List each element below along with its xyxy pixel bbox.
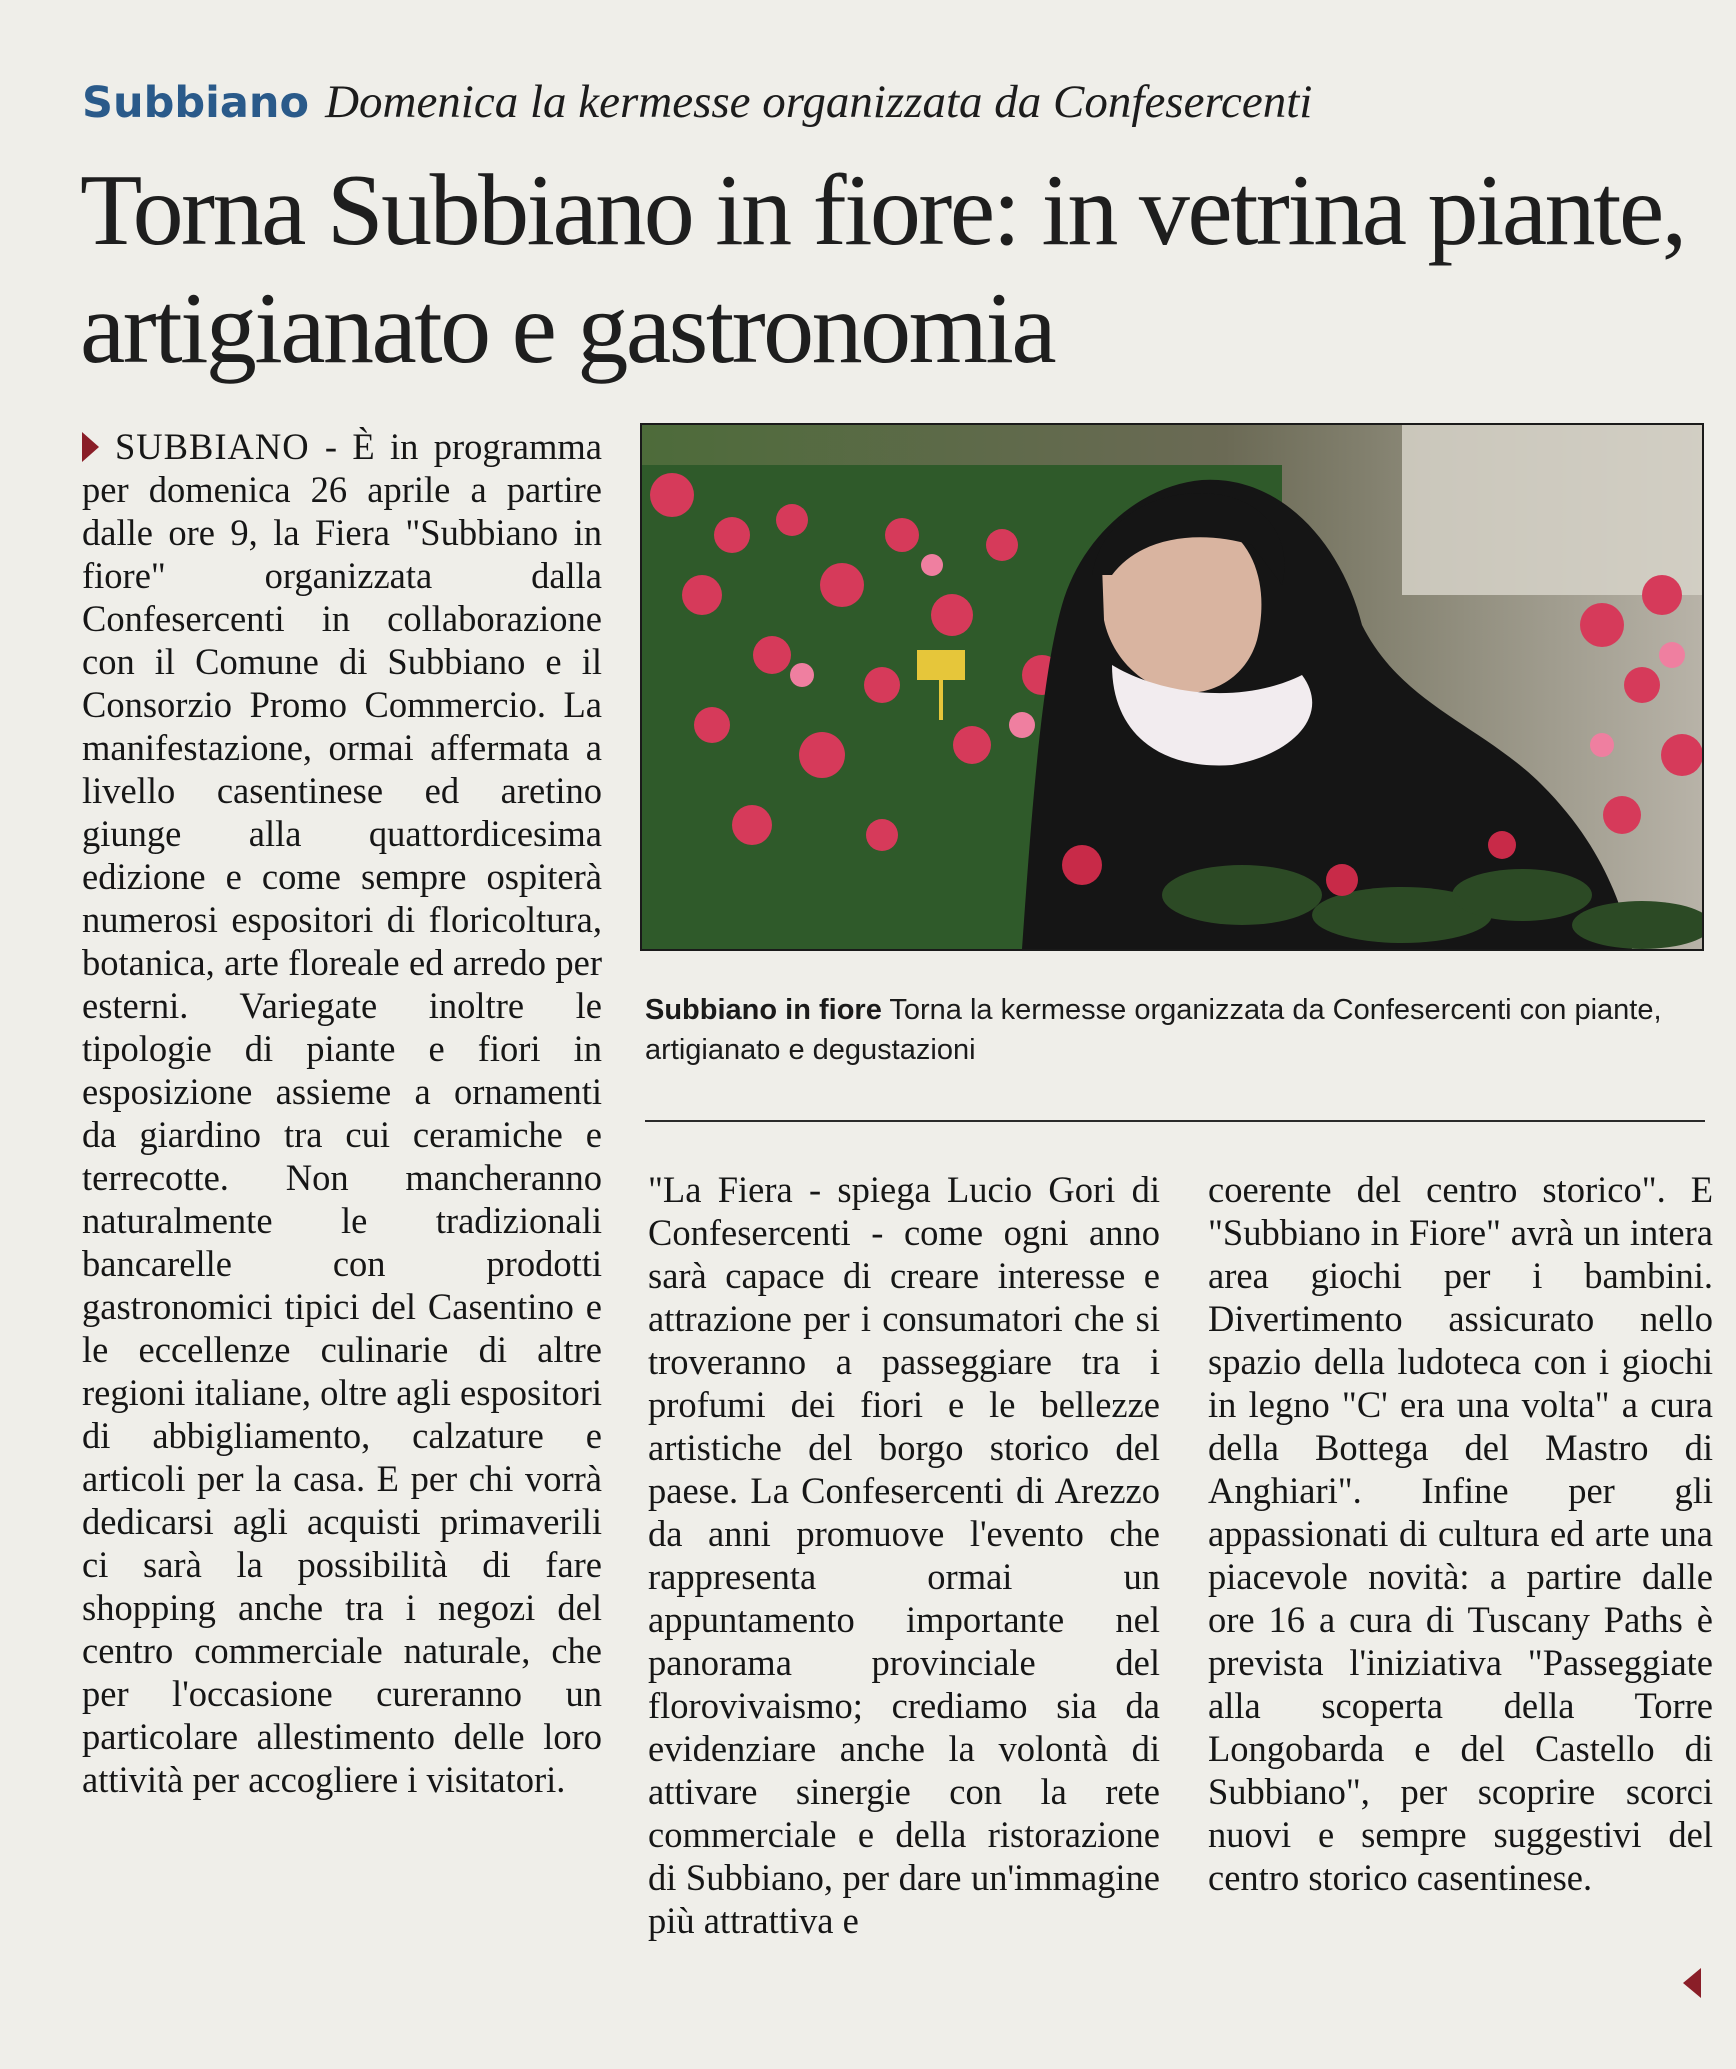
- article-column-3: [1208, 1168, 1713, 1899]
- article-column-1: [82, 425, 602, 1801]
- article-column-2: [648, 1168, 1160, 1942]
- closing-paragraph: coerente del centro storico". E "Subbiano in Fiore" avrà un intera area giochi per i bambini. Divertimento assicurato nello spazio della ludoteca con i giochi in legno "C' era una volta" a cura della Bottega del Mastro di Anghiari". Infine per gli appassionati di cultura ed arte una piacevole novità: a partire dalle ore 16 a cura di Tuscany Paths è prevista l'iniziativa "Passeggiate alla scoperta della Torre Longobarda e del Castello di Subbiano", per scoprire scorci nuovi e sempre suggestivi del centro storico casentinese.: [1208, 1169, 1713, 1898]
- caption-text: Torna la kermesse organizzata da Confesercenti con piante, artigianato e degustazioni: [645, 994, 1662, 1066]
- dateline: SUBBIANO: [115, 426, 310, 467]
- article-photo: [640, 423, 1704, 951]
- triangle-right-icon: [82, 432, 99, 462]
- headline: Torna Subbiano in fiore: in vetrina piante, artigianato e gastronomia: [80, 154, 1685, 385]
- lead-paragraph: [82, 425, 602, 1801]
- photo-woman-among-flowers: [642, 425, 1702, 949]
- triangle-left-icon: [1683, 1968, 1701, 1998]
- subheading: Domenica la kermesse organizzata da Confesercenti: [325, 76, 1313, 128]
- kicker: [82, 72, 1642, 133]
- column-divider: [645, 1120, 1705, 1122]
- location-tag: Subbiano: [82, 78, 310, 128]
- caption-title: Subbiano in fiore: [645, 994, 882, 1026]
- quote-paragraph: "La Fiera - spiega Lucio Gori di Confesercenti - come ogni anno sarà capace di creare interesse e attrazione per i consumatori che si troveranno a passeggiare tra i profumi dei fiori e le bellezze artistiche del borgo storico del paese. La Confesercenti di Arezzo da anni promuove l'evento che rappresenta ormai un appuntamento importante nel panorama provinciale del florovivaismo; crediamo sia da evidenziare anche la volontà di attivare sinergie con la rete commerciale e della ristorazione di Subbiano, per dare un'immagine più attrattiva e: [648, 1169, 1160, 1941]
- photo-caption: [645, 990, 1685, 1070]
- lead-text: - È in programma per domenica 26 aprile a partire dalle ore 9, la Fiera "Subbiano in fiore" organizzata dalla Confesercenti in collaborazione con il Comune di Subbiano e il Consorzio Promo Commercio. La manifestazione, ormai affermata a livello casentinese ed aretino giunge alla quattordicesima edizione e come sempre ospiterà numerosi espositori di floricoltura, botanica, arte floreale ed arredo per esterni. Variegate inoltre le tipologie di piante e fiori in esposizione assieme a ornamenti da giardino tra cui ceramiche e terrecotte. Non mancheranno naturalmente le tradizionali bancarelle con prodotti gastronomici tipici del Casentino e le eccellenze culinarie di altre regioni italiane, oltre agli espositori di abbigliamento, calzature e articoli per la casa. E per chi vorrà dedicarsi agli acquisti primaverili ci sarà la possibilità di fare shopping anche tra i negozi del centro commerciale naturale, che per l'occasione cureranno un particolare allestimento delle loro attività per accogliere i visitatori.: [82, 426, 602, 1800]
